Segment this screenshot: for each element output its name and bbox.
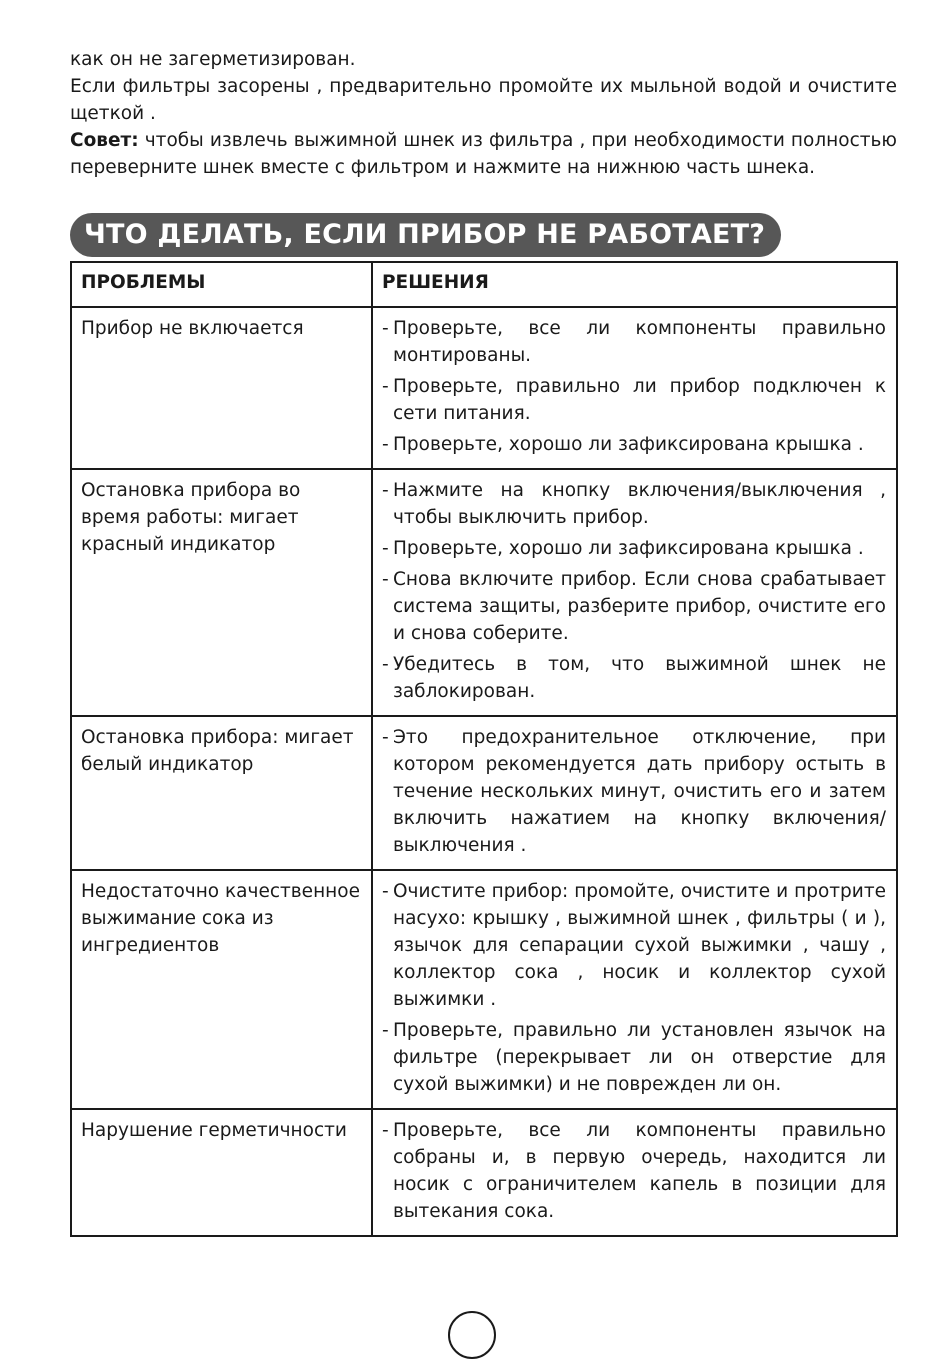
- solution-item: - Очистите прибор: промойте, очистите и протрите насухо: крышку , выжимной шнек , фильтры ( и ), язычок для сепарации сухой выжимки , чашу , коллектор сока , носик и коллектор сухой выжимки .: [382, 878, 886, 1013]
- solution-item: - Проверьте, хорошо ли зафиксирована крышка .: [382, 431, 886, 458]
- table-header-row: [71, 262, 897, 307]
- tip-paragraph: [70, 127, 897, 181]
- section-title: ЧТО ДЕЛАТЬ, ЕСЛИ ПРИБОР НЕ РАБОТАЕТ?: [70, 213, 781, 257]
- problem-cell: Остановка прибора: мигает белый индикатор: [71, 716, 372, 870]
- solution-item: - Убедитесь в том, что выжимной шнек не заблокирован.: [382, 651, 886, 705]
- problem-cell: Остановка прибора во время работы: мигает красный индикатор: [71, 469, 372, 716]
- solution-cell: [372, 1109, 897, 1236]
- page-number-circle: [448, 1311, 496, 1359]
- troubleshooting-table: [70, 261, 898, 1237]
- solution-item: - Это предохранительное отключение, при котором рекомендуется дать прибору остыть в течение нескольких минут, очистить его и затем включить нажатием на кнопку включения/выключения .: [382, 724, 886, 859]
- solution-cell: [372, 870, 897, 1109]
- solution-item: - Проверьте, правильно ли прибор подключен к сети питания.: [382, 373, 886, 427]
- table-row: [71, 716, 897, 870]
- problem-cell: Недостаточно качественное выжимание сока из ингредиентов: [71, 870, 372, 1109]
- header-solutions: РЕШЕНИЯ: [372, 262, 897, 307]
- solution-item: - Проверьте, правильно ли установлен язычок на фильтре (перекрывает ли он отверстие для сухой выжимки) и не поврежден ли он.: [382, 1017, 886, 1098]
- tip-label: Совет:: [70, 130, 139, 151]
- table-row: [71, 1109, 897, 1236]
- solution-cell: [372, 716, 897, 870]
- table-row: [71, 469, 897, 716]
- table-row: [71, 870, 897, 1109]
- solution-item: - Нажмите на кнопку включения/выключения , чтобы выключить прибор.: [382, 477, 886, 531]
- problem-cell: Прибор не включается: [71, 307, 372, 469]
- solution-item: - Проверьте, все ли компоненты правильно собраны и, в первую очередь, находится ли носик с ограничителем капель в позиции для вытекания сока.: [382, 1117, 886, 1225]
- intro-text: [70, 46, 897, 181]
- problem-cell: Нарушение герметичности: [71, 1109, 372, 1236]
- solution-item: - Снова включите прибор. Если снова срабатывает система защиты, разберите прибор, очистите его и снова соберите.: [382, 566, 886, 647]
- intro-line-2: Если фильтры засорены , предварительно промойте их мыльной водой и очистите щеткой .: [70, 76, 897, 124]
- solution-cell: [372, 307, 897, 469]
- header-problems: ПРОБЛЕМЫ: [71, 262, 372, 307]
- tip-text: чтобы извлечь выжимной шнек из фильтра , при необходимости полностью переверните шнек вместе с фильтром и нажмите на нижнюю часть шнека.: [70, 130, 897, 178]
- solution-item: - Проверьте, все ли компоненты правильно монтированы.: [382, 315, 886, 369]
- intro-line-1: как он не загерметизирован.: [70, 49, 356, 70]
- table-row: [71, 307, 897, 469]
- solution-cell: [372, 469, 897, 716]
- solution-item: - Проверьте, хорошо ли зафиксирована крышка .: [382, 535, 886, 562]
